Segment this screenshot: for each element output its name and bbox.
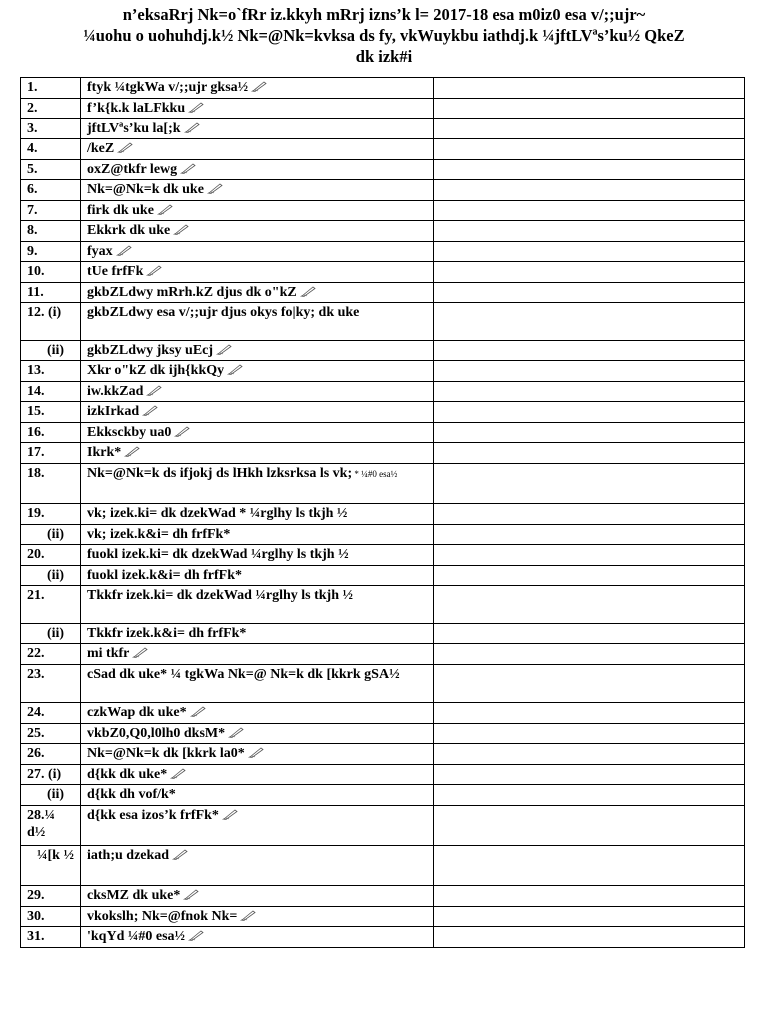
field-label-cell xyxy=(81,624,434,644)
row-number: (ii) xyxy=(21,785,81,806)
field-label-cell xyxy=(81,703,434,724)
form-row xyxy=(21,180,745,201)
pen-icon xyxy=(190,705,206,717)
field-label-cell xyxy=(81,586,434,624)
row-number: 18. xyxy=(21,464,81,504)
row-number: 21. xyxy=(21,586,81,624)
row-number: 12. (i) xyxy=(21,303,81,341)
field-value-cell[interactable] xyxy=(434,785,745,806)
field-label-cell xyxy=(81,504,434,525)
field-label-cell xyxy=(81,180,434,201)
field-label: fuokl izek.ki= dk dzekWad ¼rglhy ls tkjh ½ xyxy=(87,547,349,562)
field-label-cell xyxy=(81,785,434,806)
form-row xyxy=(21,201,745,221)
field-label: vk; izek.ki= dk dzekWad * ¼rglhy ls tkjh ½ xyxy=(87,506,348,521)
row-number: 5. xyxy=(21,160,81,180)
pen-icon xyxy=(180,162,196,174)
form-row xyxy=(21,566,745,586)
field-label-cell xyxy=(81,303,434,341)
row-number: ¼[k ½ xyxy=(21,846,81,886)
field-value-cell[interactable] xyxy=(434,99,745,119)
row-number: (ii) xyxy=(21,566,81,586)
form-row xyxy=(21,443,745,464)
pen-icon xyxy=(207,182,223,194)
field-label-cell xyxy=(81,464,434,504)
form-row xyxy=(21,221,745,242)
form-row xyxy=(21,665,745,703)
row-number: 16. xyxy=(21,423,81,443)
field-value-cell[interactable] xyxy=(434,765,745,785)
field-label-cell xyxy=(81,443,434,464)
pen-icon xyxy=(157,203,173,215)
field-label: fuokl izek.k&i= dh frfFk* xyxy=(87,568,242,583)
field-label-cell xyxy=(81,99,434,119)
pen-icon xyxy=(227,363,243,375)
form-row xyxy=(21,744,745,765)
pen-icon xyxy=(173,223,189,235)
header-line-3: dk izk#i xyxy=(355,47,413,66)
field-label: Nk=@Nk=k ds ifjokj ds lHkh lzksrksa ls vk; xyxy=(87,466,353,481)
header-line-1: n’eksaRrj Nk=o`fRr iz.kkyh mRrj izns’k l= 2017-18 esa m0iz0 esa v/;;ujr~ xyxy=(122,5,646,24)
field-label: Xkr o"kZ dk ijh{kkQy xyxy=(87,363,225,378)
pen-icon xyxy=(222,808,238,820)
field-label: Ikrk* xyxy=(87,445,122,460)
field-label-cell xyxy=(81,361,434,382)
row-number: 14. xyxy=(21,382,81,402)
row-number: 15. xyxy=(21,402,81,423)
field-value-cell[interactable] xyxy=(434,624,745,644)
field-label: iw.kkZad xyxy=(87,384,144,399)
form-row xyxy=(21,504,745,525)
field-label-note: * ¼#0 esa½ xyxy=(352,469,398,479)
field-label: /keZ xyxy=(87,141,115,156)
row-number: 3. xyxy=(21,119,81,139)
field-label: d{kk dk uke* xyxy=(87,767,168,782)
form-row xyxy=(21,724,745,744)
field-label: jftLVªs’ku la[;k xyxy=(87,121,181,136)
field-label: vkokslh; Nk=@fnok Nk= xyxy=(87,909,238,924)
field-label: iath;u dzekad xyxy=(87,848,170,863)
form-row xyxy=(21,99,745,119)
field-value-cell[interactable] xyxy=(434,744,745,765)
field-label-cell xyxy=(81,886,434,907)
field-value-cell[interactable] xyxy=(434,907,745,927)
row-number: 6. xyxy=(21,180,81,201)
field-value-cell[interactable] xyxy=(434,886,745,907)
field-label: f’k{k.k laLFkku xyxy=(87,101,186,116)
field-value-cell[interactable] xyxy=(434,703,745,724)
form-row xyxy=(21,423,745,443)
pen-icon xyxy=(132,646,148,658)
field-label-cell xyxy=(81,402,434,423)
pen-icon xyxy=(142,404,158,416)
row-number: 19. xyxy=(21,504,81,525)
row-number: 11. xyxy=(21,283,81,303)
pen-icon xyxy=(183,888,199,900)
field-label: tUe frfFk xyxy=(87,264,144,279)
field-value-cell[interactable] xyxy=(434,846,745,886)
field-label: d{kk esa izos’k frfFk* xyxy=(87,808,219,823)
form-row xyxy=(21,907,745,927)
field-label: Tkkfr izek.k&i= dh frfFk* xyxy=(87,626,247,641)
form-row xyxy=(21,303,745,341)
row-number: 10. xyxy=(21,262,81,283)
field-label: Nk=@Nk=k dk [kkrk la0* xyxy=(87,746,245,761)
row-number: 27. (i) xyxy=(21,765,81,785)
row-number: 25. xyxy=(21,724,81,744)
field-label: firk dk uke xyxy=(87,203,154,218)
field-label-cell xyxy=(81,907,434,927)
field-label-cell xyxy=(81,382,434,402)
pen-icon xyxy=(184,121,200,133)
row-number: 13. xyxy=(21,361,81,382)
pen-icon xyxy=(172,848,188,860)
field-label-cell xyxy=(81,846,434,886)
field-value-cell[interactable] xyxy=(434,586,745,624)
field-label: Tkkfr izek.ki= dk dzekWad ¼rglhy ls tkjh ½ xyxy=(87,588,353,603)
form-row xyxy=(21,806,745,846)
row-number: (ii) xyxy=(21,341,81,361)
field-label: gkbZLdwy jksy uEcj xyxy=(87,343,214,358)
field-label: Ekkrk dk uke xyxy=(87,223,171,238)
field-value-cell[interactable] xyxy=(434,139,745,160)
field-value-cell[interactable] xyxy=(434,504,745,525)
field-label-cell xyxy=(81,744,434,765)
field-label: fyax xyxy=(87,244,113,259)
form-row xyxy=(21,846,745,886)
field-label: oxZ@tkfr lewg xyxy=(87,162,178,177)
row-number: 23. xyxy=(21,665,81,703)
field-label-cell xyxy=(81,724,434,744)
row-number: 24. xyxy=(21,703,81,724)
field-value-cell[interactable] xyxy=(434,423,745,443)
field-label-cell xyxy=(81,765,434,785)
row-number: 30. xyxy=(21,907,81,927)
field-label: czkWap dk uke* xyxy=(87,705,187,720)
pen-icon xyxy=(146,264,162,276)
field-label-cell xyxy=(81,160,434,180)
row-number: 8. xyxy=(21,221,81,242)
form-row xyxy=(21,361,745,382)
pen-icon xyxy=(170,767,186,779)
row-number: 22. xyxy=(21,644,81,665)
pen-icon xyxy=(117,141,133,153)
field-label-cell xyxy=(81,665,434,703)
field-label: vkbZ0,Q0,l0lh0 dksM* xyxy=(87,726,226,741)
field-value-cell[interactable] xyxy=(434,464,745,504)
field-label: cSad dk uke* ¼ tgkWa Nk=@ Nk=k dk [kkrk gSA½ xyxy=(87,667,400,682)
row-number: 1. xyxy=(21,78,81,99)
form-row xyxy=(21,586,745,624)
field-label-cell xyxy=(81,525,434,545)
field-label-cell xyxy=(81,545,434,566)
field-value-cell[interactable] xyxy=(434,382,745,402)
field-label-cell xyxy=(81,806,434,846)
row-number: 29. xyxy=(21,886,81,907)
field-label-cell xyxy=(81,78,434,99)
field-label-cell xyxy=(81,423,434,443)
pen-icon xyxy=(300,285,316,297)
field-value-cell[interactable] xyxy=(434,927,745,948)
field-value-cell[interactable] xyxy=(434,303,745,341)
field-label-cell xyxy=(81,119,434,139)
row-number: (ii) xyxy=(21,525,81,545)
pen-icon xyxy=(116,244,132,256)
form-row xyxy=(21,545,745,566)
field-label-cell xyxy=(81,201,434,221)
field-value-cell[interactable] xyxy=(434,724,745,744)
row-number: 31. xyxy=(21,927,81,948)
field-label-cell xyxy=(81,262,434,283)
form-row xyxy=(21,927,745,948)
row-number: (ii) xyxy=(21,624,81,644)
form-row xyxy=(21,624,745,644)
field-value-cell[interactable] xyxy=(434,566,745,586)
field-label: gkbZLdwy mRrh.kZ djus dk o"kZ xyxy=(87,285,297,300)
field-value-cell[interactable] xyxy=(434,283,745,303)
field-value-cell[interactable] xyxy=(434,806,745,846)
form-row xyxy=(21,382,745,402)
field-value-cell[interactable] xyxy=(434,221,745,242)
pen-icon xyxy=(188,101,204,113)
field-label-cell xyxy=(81,139,434,160)
field-value-cell[interactable] xyxy=(434,201,745,221)
field-value-cell[interactable] xyxy=(434,160,745,180)
form-row xyxy=(21,119,745,139)
pen-icon xyxy=(188,929,204,941)
field-label-cell xyxy=(81,566,434,586)
form-row xyxy=(21,464,745,504)
field-value-cell[interactable] xyxy=(434,644,745,665)
field-label-cell xyxy=(81,341,434,361)
field-label: mi tkfr xyxy=(87,646,130,661)
field-value-cell[interactable] xyxy=(434,242,745,262)
form-header xyxy=(0,0,768,67)
form-row xyxy=(21,703,745,724)
pen-icon xyxy=(146,384,162,396)
field-label: ftyk ¼tgkWa v/;;ujr gksa½ xyxy=(87,80,249,95)
pen-icon xyxy=(248,746,264,758)
form-row xyxy=(21,139,745,160)
row-number: 17. xyxy=(21,443,81,464)
form-row xyxy=(21,262,745,283)
field-label-cell xyxy=(81,283,434,303)
field-label-cell xyxy=(81,221,434,242)
form-row xyxy=(21,341,745,361)
form-row xyxy=(21,160,745,180)
form-row xyxy=(21,78,745,99)
row-number: 9. xyxy=(21,242,81,262)
field-label: 'kqYd ¼#0 esa½ xyxy=(87,929,186,944)
form-row xyxy=(21,785,745,806)
header-line-2: ¼uohu o uohuhdj.k½ Nk=@Nk=kvksa ds fy, vkWuykbu iathdj.k ¼jftLVªs’ku½ QkeZ xyxy=(83,26,685,45)
row-number: 2. xyxy=(21,99,81,119)
field-label: d{kk dh vof/k* xyxy=(87,787,176,802)
form-row xyxy=(21,283,745,303)
pen-icon xyxy=(228,726,244,738)
pen-icon xyxy=(216,343,232,355)
field-label: izkIrkad xyxy=(87,404,140,419)
form-row xyxy=(21,525,745,545)
form-row xyxy=(21,765,745,785)
form-row xyxy=(21,886,745,907)
field-value-cell[interactable] xyxy=(434,402,745,423)
field-label: Ekksckby ua0 xyxy=(87,425,172,440)
row-number: 20. xyxy=(21,545,81,566)
registration-form-table xyxy=(20,77,745,948)
row-number: 28.¼ d½ xyxy=(21,806,81,846)
field-value-cell[interactable] xyxy=(434,545,745,566)
field-value-cell[interactable] xyxy=(434,78,745,99)
form-row xyxy=(21,402,745,423)
row-number: 4. xyxy=(21,139,81,160)
pen-icon xyxy=(174,425,190,437)
field-value-cell[interactable] xyxy=(434,443,745,464)
form-row xyxy=(21,242,745,262)
field-value-cell[interactable] xyxy=(434,361,745,382)
field-value-cell[interactable] xyxy=(434,341,745,361)
field-value-cell[interactable] xyxy=(434,180,745,201)
pen-icon xyxy=(240,909,256,921)
field-label-cell xyxy=(81,242,434,262)
field-label: Nk=@Nk=k dk uke xyxy=(87,182,204,197)
field-label-cell xyxy=(81,644,434,665)
field-value-cell[interactable] xyxy=(434,665,745,703)
pen-icon xyxy=(124,445,140,457)
row-number: 7. xyxy=(21,201,81,221)
field-label: cksMZ dk uke* xyxy=(87,888,181,903)
form-row xyxy=(21,644,745,665)
pen-icon xyxy=(251,80,267,92)
field-label-cell xyxy=(81,927,434,948)
field-label: vk; izek.k&i= dh frfFk* xyxy=(87,527,231,542)
row-number: 26. xyxy=(21,744,81,765)
field-value-cell[interactable] xyxy=(434,262,745,283)
field-value-cell[interactable] xyxy=(434,525,745,545)
field-value-cell[interactable] xyxy=(434,119,745,139)
field-label: gkbZLdwy esa v/;;ujr djus okys fo|ky; dk uke xyxy=(87,305,360,320)
